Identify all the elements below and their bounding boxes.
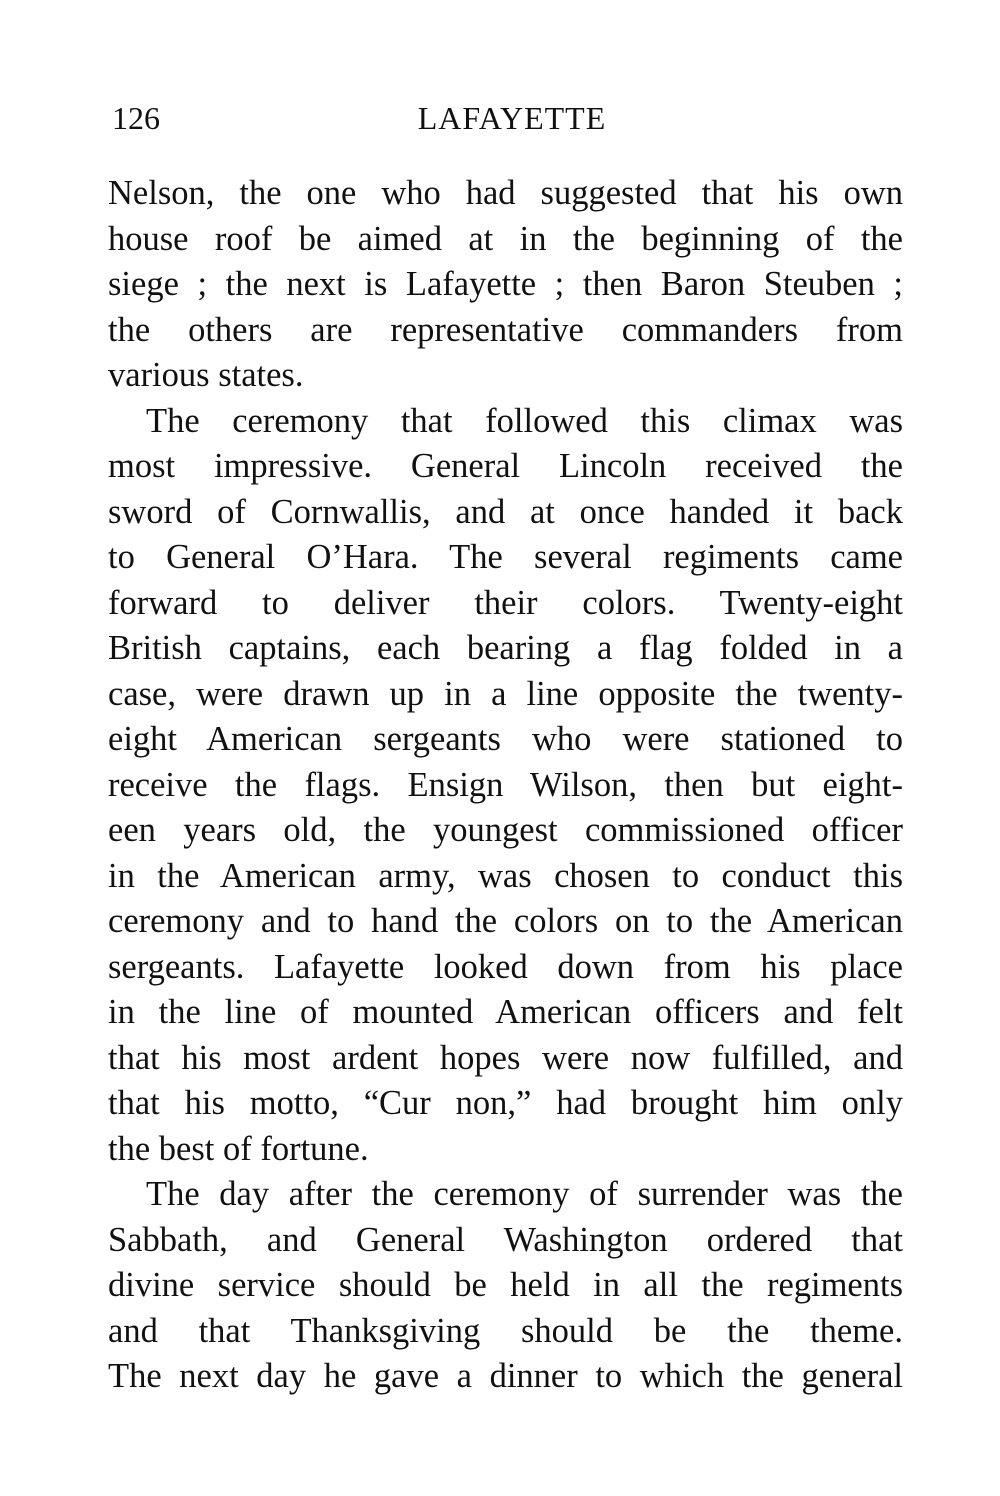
- text-line: sergeants. Lafayette looked down from his place: [108, 947, 903, 986]
- text-line: the best of fortune.: [108, 1129, 369, 1168]
- text-line: The next day he gave a dinner to which the general: [108, 1357, 903, 1395]
- text-line: in the line of mounted American officers and felt: [108, 993, 903, 1031]
- text-line: divine service should be held in all the regiments: [108, 1266, 903, 1304]
- running-head: [112, 96, 902, 140]
- text-line: British captains, each bearing a flag folded in a: [108, 629, 903, 667]
- text-line: to General O’Hara. The several regiments came: [108, 538, 903, 576]
- text-line: and that Thanksgiving should be the theme.: [108, 1311, 903, 1350]
- text-line: eight American sergeants who were stationed to: [108, 720, 903, 758]
- page-number: 126: [112, 100, 160, 136]
- text-line: siege ; the next is Lafayette ; then Baron Steuben ;: [108, 265, 903, 303]
- text-line: most impressive. General Lincoln received the: [108, 447, 903, 485]
- text-line: een years old, the youngest commissioned officer: [108, 811, 903, 849]
- body-text: [108, 171, 903, 1400]
- text-line: house roof be aimed at in the beginning of the: [108, 219, 903, 258]
- text-line: in the American army, was chosen to conduct this: [108, 856, 903, 895]
- text-line: forward to deliver their colors. Twenty-eight: [108, 583, 903, 622]
- text-line: Nelson, the one who had suggested that his own: [108, 174, 903, 212]
- text-line: various states.: [108, 356, 304, 394]
- paragraph-first-line: The ceremony that followed this climax was: [146, 401, 903, 440]
- paragraph-first-line: The day after the ceremony of surrender was the: [146, 1175, 903, 1213]
- text-line: the others are representative commanders from: [108, 310, 903, 349]
- text-line: ceremony and to hand the colors on to the American: [108, 902, 903, 940]
- text-line: case, were drawn up in a line opposite the twenty-: [108, 674, 903, 713]
- text-line: receive the flags. Ensign Wilson, then but eight-: [108, 765, 903, 804]
- text-line: that his motto, “Cur non,” had brought him only: [108, 1084, 903, 1122]
- text-line: that his most ardent hopes were now fulfilled, and: [108, 1038, 903, 1077]
- text-line: sword of Cornwallis, and at once handed it back: [108, 492, 903, 531]
- running-title: LAFAYETTE: [417, 100, 607, 136]
- text-line: Sabbath, and General Washington ordered that: [108, 1220, 903, 1259]
